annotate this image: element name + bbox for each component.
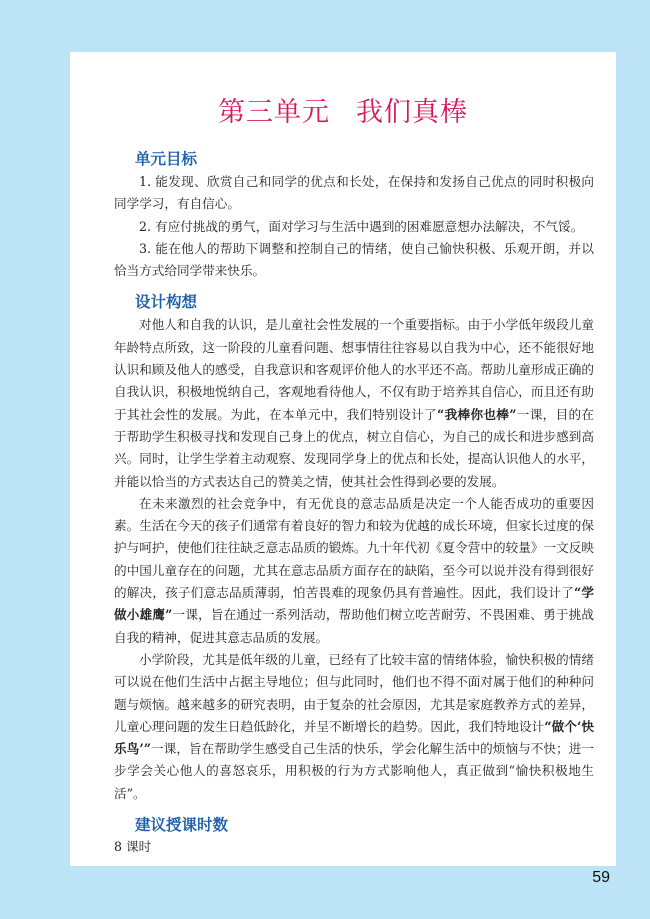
lesson-name: “我棒你也棒” [437,406,517,422]
goal-item: 2. 有应付挑战的勇气，面对学习与生活中遇到的困难愿意想办法解决，不气馁。 [139,218,584,234]
section-unit-goals [114,148,594,282]
page-content [114,148,594,866]
lesson-name: “做个‘快乐鸟’” [114,718,594,757]
unit-name: 我们真棒 [356,97,468,128]
section-design-concept [114,291,594,805]
paragraph-text: 在未来激烈的社会竞争中，有无优良的意志品质是决定一个人能否成功的重要因素。生活在今天的孩子们通常有着良好的智力和较为优越的成长环境，但家长过度的保护与呵护，使他们往往缺乏意志品质的锻炼。九十年代初《夏令营中的较量》一文反映的中国儿童存在的问题，尤其在意志品质方面存在的缺陷，至今可以说并没有得到很好的解决，孩子们意志品质薄弱，怕苦畏难的现象仍具有普遍性。因此，我们设计了 [114,495,594,601]
page-panel [70,52,616,866]
section-suggested-hours [114,814,594,857]
paragraph-text: 小学阶段，尤其是低年级的儿童，已经有了比较丰富的情绪体验，愉快积极的情绪可以说在他们生活中占据主导地位；但与此同时，他们也不得不面对属于他们的种种问题与烦恼。越来越多的研究表明，由于复杂的社会原因，尤其是家庭教养方式的差异，儿童心理问题的发生日趋低龄化，并呈不断增长的趋势。因此，我们特地设计 [114,651,594,734]
design-paragraph [114,493,594,649]
paragraph-text: 一课，旨在通过一系列活动，帮助他们树立吃苦耐劳、不畏困难、勇于挑战自我的精神，促进其意志品质的发展。 [114,607,595,645]
paragraph-text: 一课，旨在帮助学生感受自己生活的快乐，学会化解生活中的烦恼与不快；进一步学会关心他人的喜怒哀乐，用积极的行为方式影响他人，真正做到“愉快积极地生活”。 [114,741,594,801]
paragraph-text: 对他人和自我的认识，是儿童社会性发展的一个重要指标。由于小学低年级段儿童年龄特点所致，这一阶段的儿童看问题、想事情往往容易以自我为中心，还不能很好地认识和顾及他人的感受，自我意识和客观评价他人的水平还不高。帮助儿童形成正确的自我认识，积极地悦纳自己，客观地看待他人，不仅有助于培养其自信心，而且还有助于其社会性的发展。为此，在本单元中，我们特别设计了 [114,317,594,422]
unit-title [70,90,616,129]
suggested-hours-value: 8 课时 [114,839,152,855]
design-paragraph [114,649,594,805]
goal-item: 1. 能发现、欣赏自己和同学的优点和长处，在保持和发扬自己优点的同时积极向同学学习，有自信心。 [114,174,594,212]
unit-number: 第三单元 [218,97,330,128]
page-number: 59 [592,869,610,886]
heading-design-concept: 设计构想 [135,293,198,312]
heading-unit-goals: 单元目标 [135,150,198,168]
paragraph-text: 一课，目的在于帮助学生积极寻找和发现自己身上的优点，树立自信心，为自己的成长和进步感到高兴。同时，让学生学着主动观察、发现同学身上的优点和长处，提高认识他人的水平，并能以恰当的方式表达自己的赞美之情，使其社会性得到必要的发展。 [114,406,595,489]
goal-item: 3. 能在他人的帮助下调整和控制自己的情绪，使自己愉快积极、乐观开朗，并以恰当方式给同学带来快乐。 [114,240,594,279]
design-paragraph [114,314,594,492]
lesson-name: “学做小雄鹰” [114,585,595,623]
heading-suggested-hours: 建议授课时数 [135,816,229,835]
